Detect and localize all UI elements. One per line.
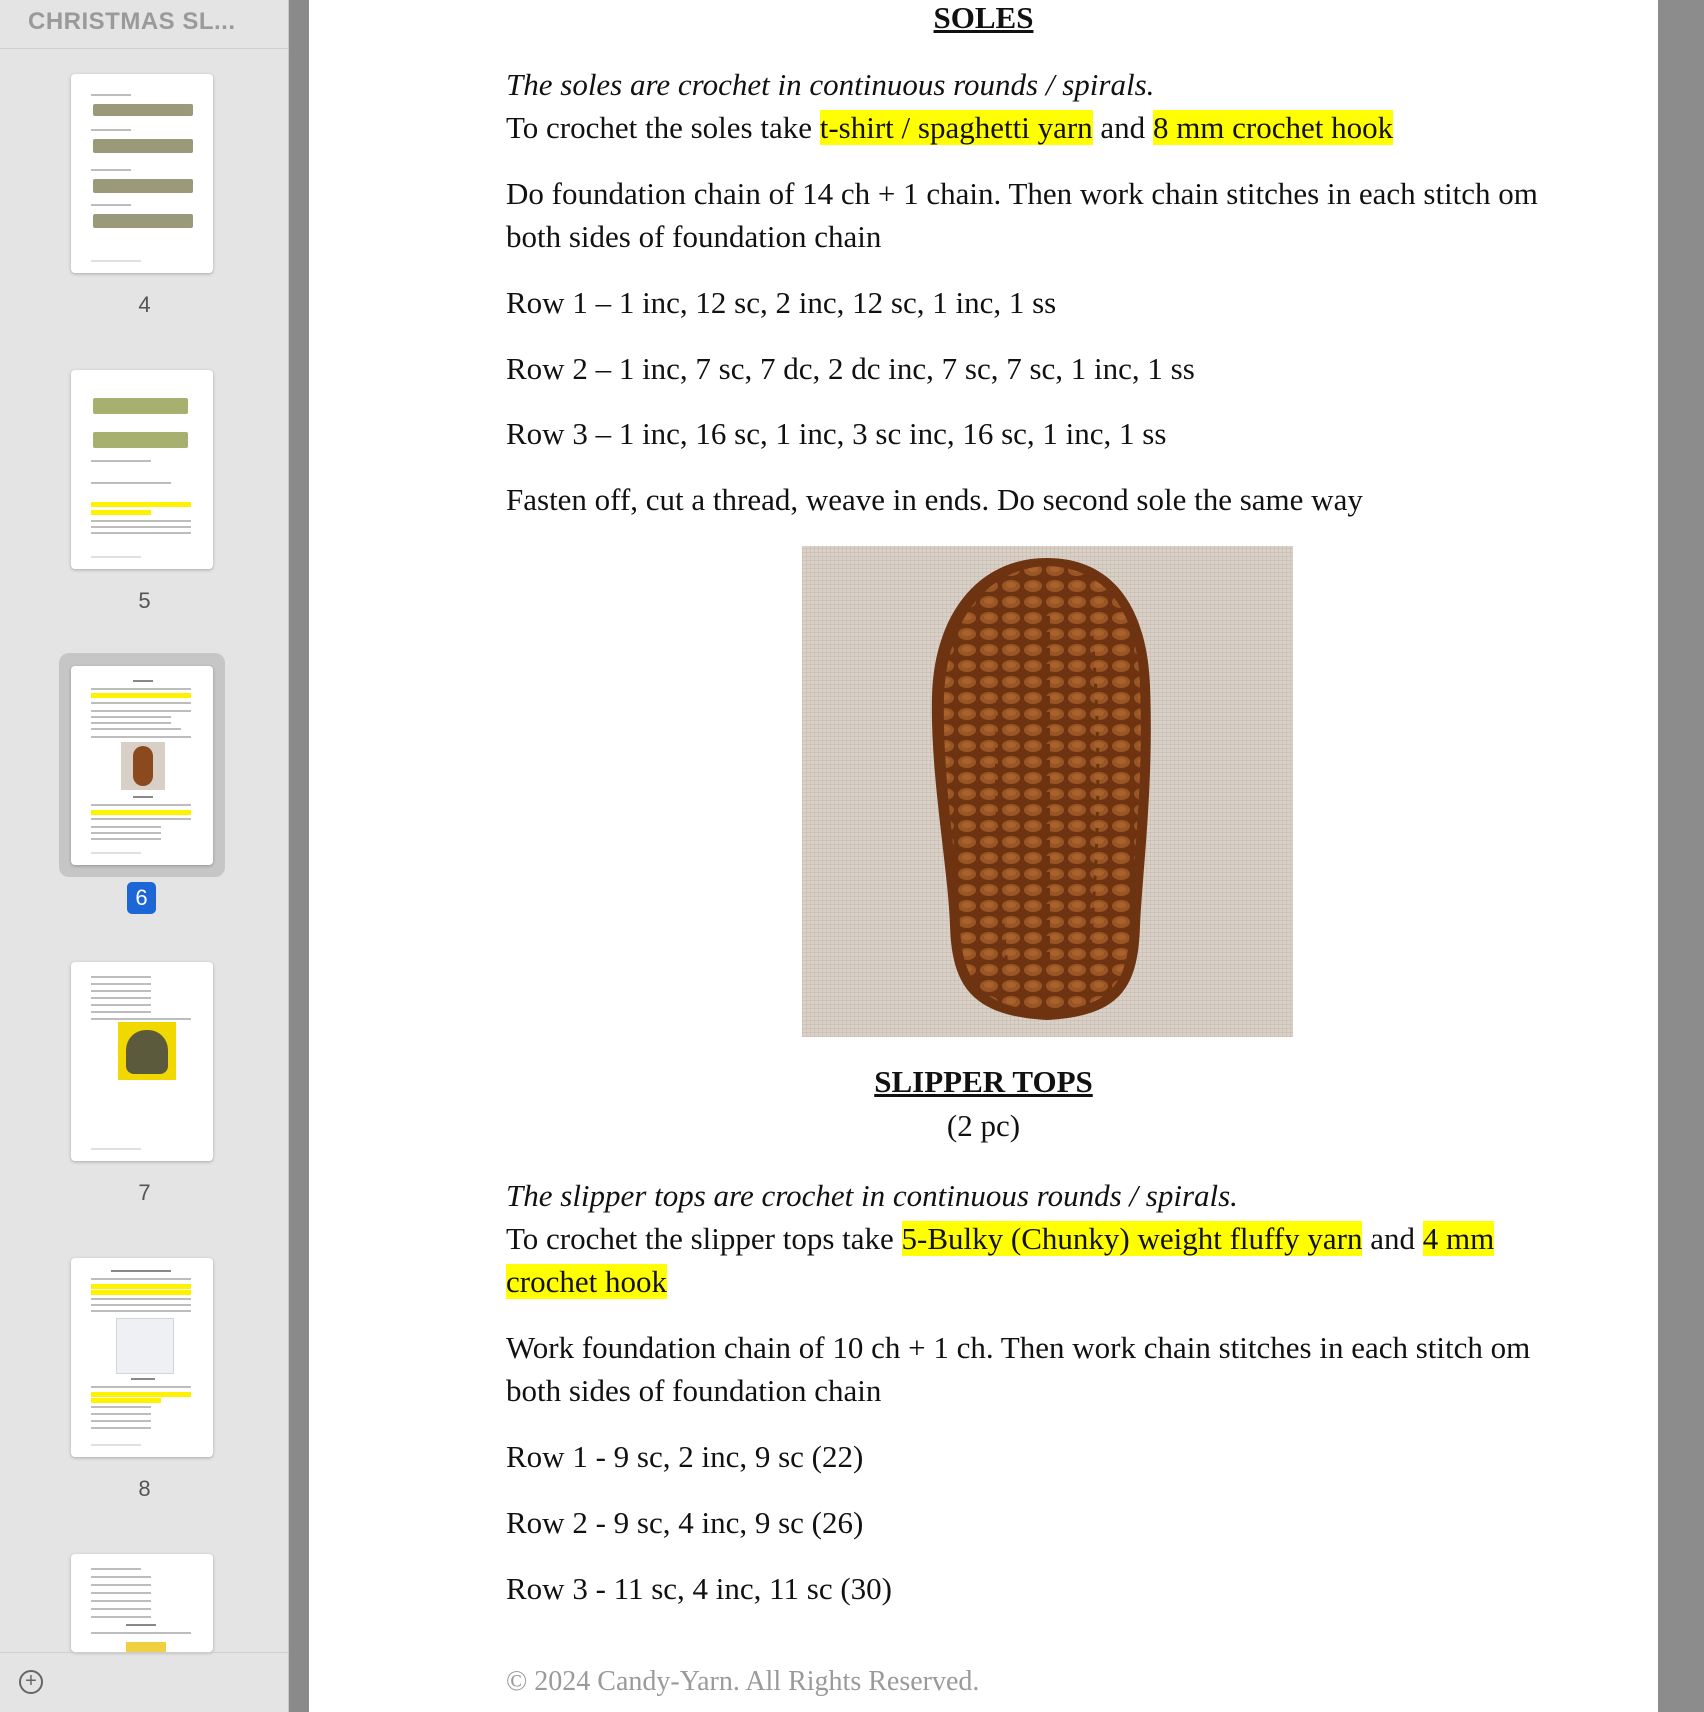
soles-row-1: Row 1 – 1 inc, 12 sc, 2 inc, 12 sc, 1 inc, 1 ss <box>506 285 1057 320</box>
tops-hook-highlight-2: crochet hook <box>506 1264 667 1299</box>
page-thumbnail-9[interactable] <box>71 1554 213 1652</box>
tops-foundation-line-1: Work foundation chain of 10 ch + 1 ch. Then work chain stitches in each stitch om <box>506 1330 1531 1365</box>
tops-and: and <box>1362 1221 1423 1256</box>
sidebar-divider <box>0 48 289 49</box>
tops-row-2: Row 2 - 9 sc, 4 inc, 9 sc (26) <box>506 1505 864 1540</box>
copyright-footer: © 2024 Candy-Yarn. All Rights Reserved. <box>506 1666 980 1697</box>
page-number-8: 8 <box>138 1476 151 1501</box>
tops-yarn-highlight: 5-Bulky (Chunky) weight fluffy yarn <box>901 1221 1363 1256</box>
sidebar-splitter[interactable] <box>289 0 309 1712</box>
tops-foundation-line-2: both sides of foundation chain <box>506 1373 882 1408</box>
soles-heading: SOLES <box>933 0 1034 35</box>
sidebar-footer-divider <box>0 1652 289 1653</box>
soles-and: and <box>1092 110 1153 145</box>
tops-intro: The slipper tops are crochet in continuous rounds / spirals. <box>506 1178 1238 1213</box>
soles-foundation-line-1: Do foundation chain of 14 ch + 1 chain. Then work chain stitches in each stitch om <box>506 176 1538 211</box>
page-number-5: 5 <box>138 588 151 613</box>
page-number-4: 4 <box>138 292 151 317</box>
document-page <box>309 0 1658 1712</box>
page-thumbnail-7[interactable] <box>71 962 213 1161</box>
soles-intro: The soles are crochet in continuous rounds / spirals. <box>506 67 1155 102</box>
soles-tools-line <box>506 106 1626 149</box>
crochet-sole-photo <box>802 546 1293 1037</box>
page-thumbnail-8[interactable] <box>71 1258 213 1457</box>
tops-hook-highlight-1: 4 mm <box>1422 1221 1495 1256</box>
soles-row-3: Row 3 – 1 inc, 16 sc, 1 inc, 3 sc inc, 16 sc, 1 inc, 1 ss <box>506 416 1167 451</box>
page-number-6-current: 6 <box>127 882 156 914</box>
page-thumbnail-6[interactable] <box>71 666 213 865</box>
slipper-tops-heading: SLIPPER TOPS <box>874 1064 1093 1099</box>
tops-tools-line-2 <box>506 1260 1626 1303</box>
page-number-7: 7 <box>138 1180 151 1205</box>
soles-foundation-line-2: both sides of foundation chain <box>506 219 882 254</box>
soles-tools-prefix: To crochet the soles take <box>506 110 820 145</box>
soles-finish: Fasten off, cut a thread, weave in ends. Do second sole the same way <box>506 482 1363 517</box>
tops-row-3: Row 3 - 11 sc, 4 inc, 11 sc (30) <box>506 1571 893 1606</box>
page-thumbnail-4[interactable] <box>71 74 213 273</box>
slipper-tops-count: (2 pc) <box>946 1108 1021 1143</box>
page-thumbnail-5[interactable] <box>71 370 213 569</box>
plus-circle-icon[interactable]: + <box>19 1670 43 1694</box>
window-background <box>1658 0 1704 1712</box>
soles-hook-highlight: 8 mm crochet hook <box>1152 110 1394 145</box>
document-title: CHRISTMAS SL... <box>28 8 236 35</box>
tops-row-1: Row 1 - 9 sc, 2 inc, 9 sc (22) <box>506 1439 864 1474</box>
soles-row-2: Row 2 – 1 inc, 7 sc, 7 dc, 2 dc inc, 7 sc, 7 sc, 1 inc, 1 ss <box>506 351 1195 386</box>
crochet-sole-image <box>802 546 1293 1037</box>
soles-yarn-highlight: t-shirt / spaghetti yarn <box>819 110 1093 145</box>
tops-tools-prefix: To crochet the slipper tops take <box>506 1221 902 1256</box>
thumbnail-sidebar <box>0 0 289 1712</box>
tops-tools-line <box>506 1217 1626 1260</box>
